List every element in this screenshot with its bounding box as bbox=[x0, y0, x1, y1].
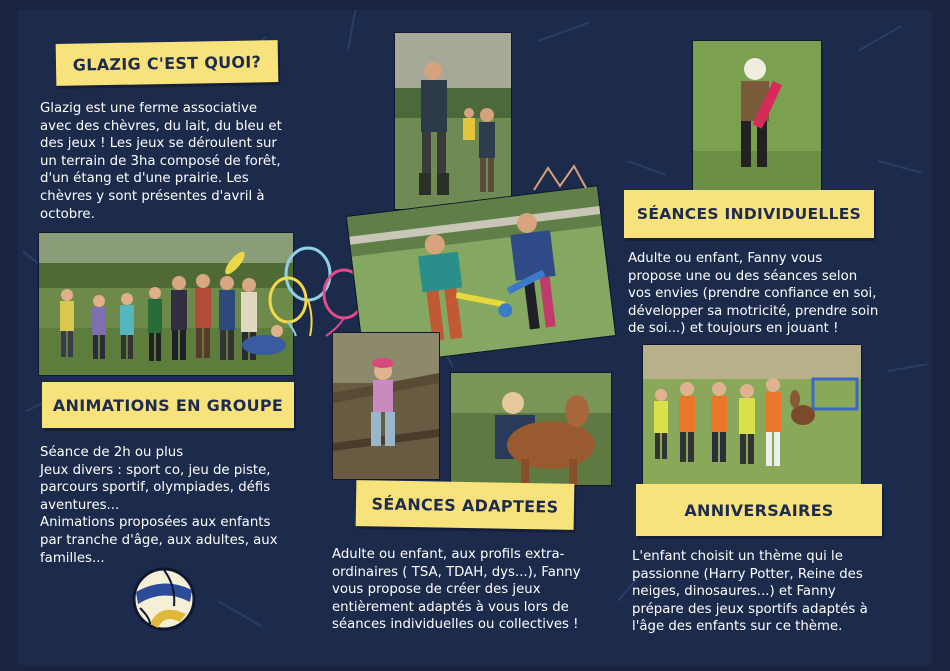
anniversaires-description: L'enfant choisit un thème qui le passionne (Harry Potter, Reine des neiges, dinosaures...) et Fanny prépare des jeux sportifs adaptés à l'âge des enfants sur ce thème. bbox=[632, 549, 868, 635]
title-individuelles bbox=[624, 190, 874, 238]
title-glazig-text: GLAZIG C'EST QUOI? bbox=[72, 51, 262, 75]
photo-child-bat bbox=[692, 40, 822, 192]
glazig-description: Glazig est une ferme associative avec des chèvres, du lait, du bleu et des jeux ! Les jeux se déroulent sur un terrain de 3ha composé de forêt, d'un étang et d'une prairie. Les chèvres y sont présentes d'avril à octobre. bbox=[40, 101, 282, 222]
title-adaptees-text: SÉANCES ADAPTEES bbox=[371, 493, 559, 517]
sketch-doodle-icon bbox=[530, 160, 590, 200]
title-anniversaires bbox=[636, 484, 882, 536]
title-groupe bbox=[42, 382, 294, 428]
title-adaptees bbox=[356, 480, 575, 530]
photo-running-game bbox=[394, 32, 512, 210]
photo-group-children bbox=[38, 232, 294, 376]
title-groupe-text: ANIMATIONS EN GROUPE bbox=[52, 395, 284, 415]
photo-child-climbing bbox=[332, 332, 440, 480]
groupe-description: Séance de 2h ou plus Jeux divers : sport co, jeu de piste, parcours sportif, olympiades, défis aventures... Animations proposées aux enfants par tranche d'âge, aux adultes, aux familles... bbox=[40, 445, 278, 566]
brochure-page bbox=[18, 10, 932, 665]
photo-birthday-party bbox=[642, 344, 862, 486]
volleyball-icon bbox=[130, 566, 198, 632]
adaptees-description: Adulte ou enfant, aux profils extra- ordinaires ( TSA, TDAH, dys...), Fanny vous propose de créer des jeux entièrement adaptés à vous lors de séances individuelles ou collectives ! bbox=[332, 547, 581, 633]
title-glazig bbox=[56, 40, 279, 86]
photo-child-goat bbox=[450, 372, 612, 486]
individuelles-description: Adulte ou enfant, Fanny vous propose une ou des séances selon vos envies (prendre confiance en soi, développer sa motricité, prendre soin de soi...) et toujours en jouant ! bbox=[628, 251, 879, 337]
title-individuelles-text: SÉANCES INDIVIDUELLES bbox=[636, 205, 862, 223]
title-anniversaires-text: ANNIVERSAIRES bbox=[684, 500, 834, 520]
